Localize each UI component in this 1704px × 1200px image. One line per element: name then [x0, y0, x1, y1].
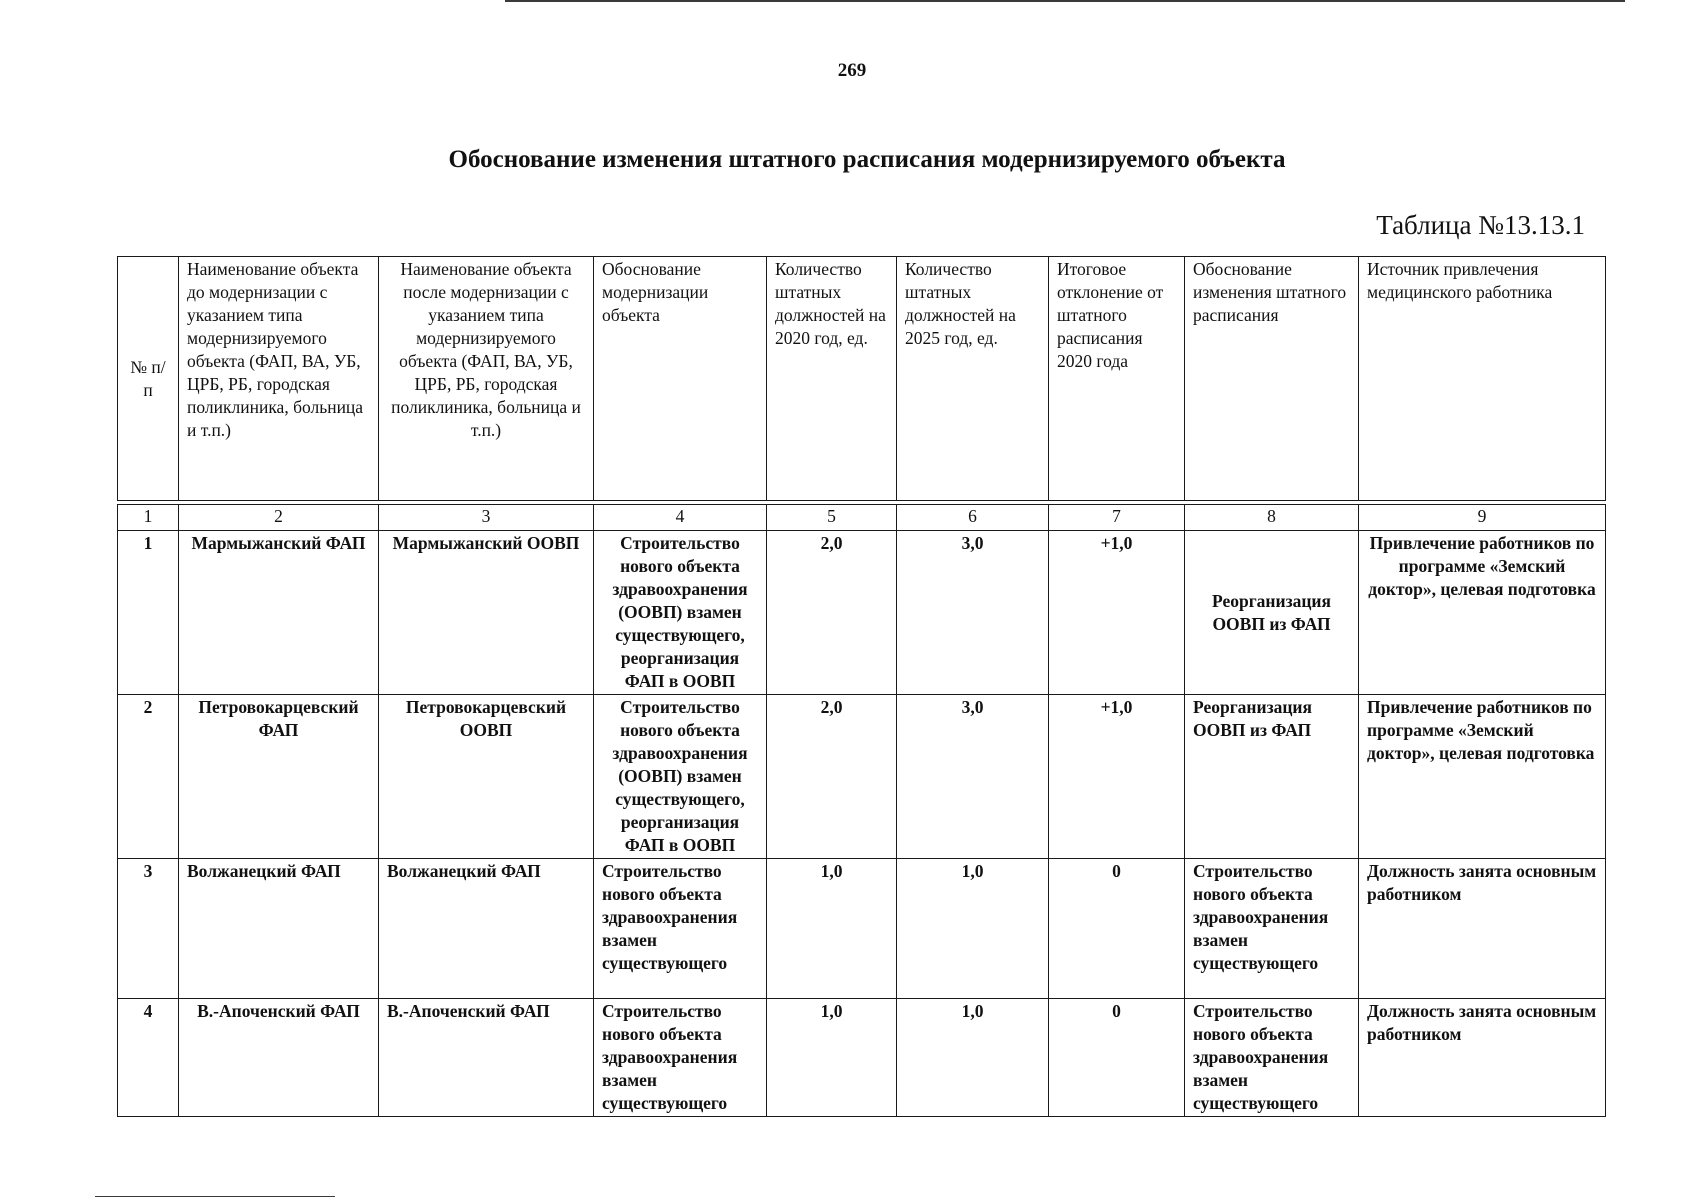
cell-justification: Строительство нового объекта здравоохранения взамен существующего	[594, 999, 767, 1117]
column-number-row	[118, 505, 1606, 531]
column-number: 4	[594, 505, 767, 531]
scan-line-top	[505, 0, 1625, 2]
document-title: Обоснование изменения штатного расписания модернизируемого объекта	[448, 146, 1286, 173]
header-justification: Обоснование модернизации объекта	[594, 257, 767, 501]
staffing-table	[117, 256, 1606, 1117]
cell-staff-2025: 3,0	[897, 531, 1049, 695]
column-number: 3	[379, 505, 594, 531]
column-number: 7	[1049, 505, 1185, 531]
cell-change-reason: Реорганизация ООВП из ФАП	[1185, 531, 1359, 695]
cell-num: 1	[118, 531, 179, 695]
header-staff-2020: Количество штатных должностей на 2020 год, ед.	[767, 257, 897, 501]
table-row	[118, 531, 1606, 695]
cell-source: Должность занята основным работником	[1359, 859, 1606, 999]
cell-after: Мармыжанский ООВП	[379, 531, 594, 695]
cell-deviation: 0	[1049, 859, 1185, 999]
table-row	[118, 859, 1606, 999]
cell-after: Волжанецкий ФАП	[379, 859, 594, 999]
cell-after: Петровокарцевский ООВП	[379, 695, 594, 859]
cell-justification: Строительство нового объекта здравоохранения (ООВП) взамен существующего, реорганизация ФАП в ООВП	[594, 531, 767, 695]
header-deviation: Итоговое отклонение от штатного расписания 2020 года	[1049, 257, 1185, 501]
header-num: № п/п	[118, 257, 179, 501]
cell-before: Петровокарцевский ФАП	[179, 695, 379, 859]
cell-deviation: +1,0	[1049, 695, 1185, 859]
page-number: 269	[837, 60, 867, 81]
scan-line-bottom	[95, 1196, 335, 1197]
cell-staff-2025: 1,0	[897, 859, 1049, 999]
cell-before: Волжанецкий ФАП	[179, 859, 379, 999]
column-number: 6	[897, 505, 1049, 531]
header-name-after: Наименование объекта после модернизации с указанием типа модернизируемого объекта (ФАП, ВА, УБ, ЦРБ, РБ, городская поликлиника, больница и т.п.)	[379, 257, 594, 501]
cell-staff-2020: 2,0	[767, 695, 897, 859]
cell-change-reason: Строительство нового объекта здравоохранения взамен существующего	[1185, 999, 1359, 1117]
column-number: 2	[179, 505, 379, 531]
cell-num: 4	[118, 999, 179, 1117]
header-staff-2025: Количество штатных должностей на 2025 год, ед.	[897, 257, 1049, 501]
header-row	[118, 257, 1606, 501]
cell-after: В.-Апоченский ФАП	[379, 999, 594, 1117]
header-change-reason: Обоснование изменения штатного расписания	[1185, 257, 1359, 501]
cell-staff-2020: 1,0	[767, 999, 897, 1117]
cell-source: Привлечение работников по программе «Земский доктор», целевая подготовка	[1359, 531, 1606, 695]
cell-deviation: 0	[1049, 999, 1185, 1117]
table-row	[118, 999, 1606, 1117]
table-label: Таблица №13.13.1	[1376, 210, 1585, 240]
cell-source: Привлечение работников по программе «Земский доктор», целевая подготовка	[1359, 695, 1606, 859]
cell-num: 3	[118, 859, 179, 999]
cell-staff-2020: 2,0	[767, 531, 897, 695]
cell-staff-2020: 1,0	[767, 859, 897, 999]
cell-change-reason: Строительство нового объекта здравоохранения взамен существующего	[1185, 859, 1359, 999]
header-source: Источник привлечения медицинского работника	[1359, 257, 1606, 501]
column-number: 9	[1359, 505, 1606, 531]
cell-deviation: +1,0	[1049, 531, 1185, 695]
header-name-before: Наименование объекта до модернизации с указанием типа модернизируемого объекта (ФАП, ВА, УБ, ЦРБ, РБ, городская поликлиника, больница и т.п.)	[179, 257, 379, 501]
cell-change-reason: Реорганизация ООВП из ФАП	[1185, 695, 1359, 859]
table-row	[118, 695, 1606, 859]
cell-source: Должность занята основным работником	[1359, 999, 1606, 1117]
cell-justification: Строительство нового объекта здравоохранения взамен существующего	[594, 859, 767, 999]
cell-staff-2025: 1,0	[897, 999, 1049, 1117]
cell-staff-2025: 3,0	[897, 695, 1049, 859]
cell-before: В.-Апоченский ФАП	[179, 999, 379, 1117]
cell-justification: Строительство нового объекта здравоохранения (ООВП) взамен существующего, реорганизация ФАП в ООВП	[594, 695, 767, 859]
column-number: 8	[1185, 505, 1359, 531]
column-number: 1	[118, 505, 179, 531]
column-number: 5	[767, 505, 897, 531]
cell-before: Мармыжанский ФАП	[179, 531, 379, 695]
cell-num: 2	[118, 695, 179, 859]
